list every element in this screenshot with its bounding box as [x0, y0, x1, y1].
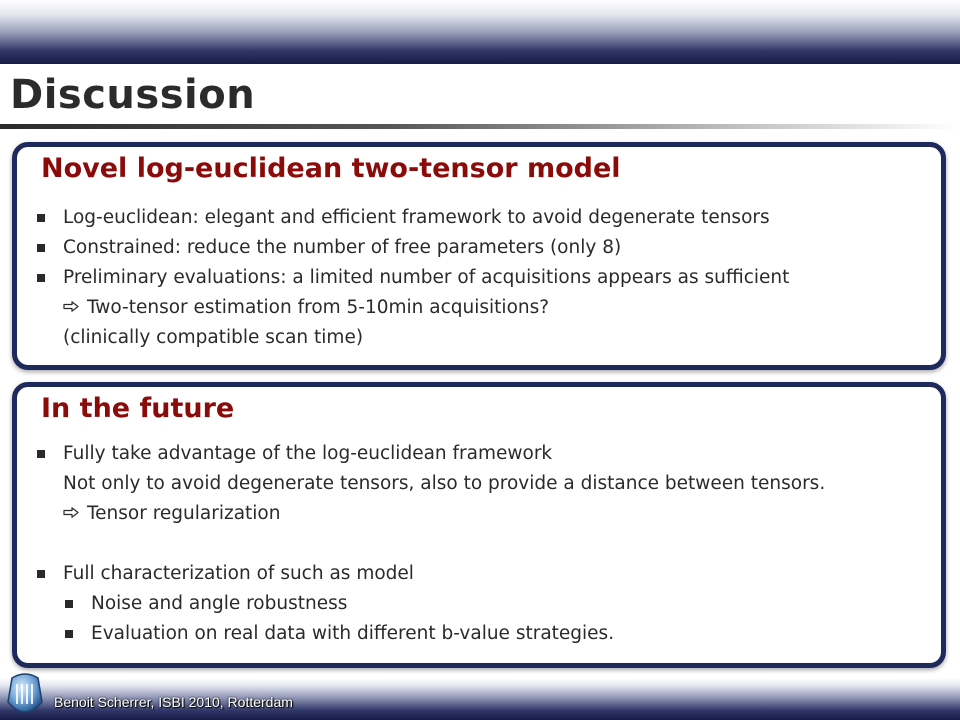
continuation-text: Not only to avoid degenerate tensors, also to provide a distance between tensors.: [63, 473, 826, 494]
sub-bullet-text: Evaluation on real data with different b-value strategies.: [91, 623, 615, 644]
right-arrow-icon: [63, 301, 79, 312]
arrow-line: [35, 293, 937, 323]
panel-heading-future: In the future: [41, 393, 235, 424]
footer-credit: Benoit Scherrer, ISBI 2010, Rotterdam: [54, 694, 293, 710]
arrow-line-text: Two-tensor estimation from 5-10min acquisitions?: [87, 297, 550, 318]
bullet-text: Log-euclidean: elegant and efficient framework to avoid degenerate tensors: [63, 207, 770, 228]
bullet-item: [35, 263, 937, 293]
isbi-logo: [4, 672, 46, 718]
bullet-item: [35, 559, 937, 589]
square-bullet-icon: [37, 450, 45, 458]
slide-title: Discussion: [10, 72, 256, 118]
square-bullet-icon: [37, 274, 45, 282]
panel-body-future: [35, 439, 937, 649]
square-bullet-icon: [37, 214, 45, 222]
bullet-text: Fully take advantage of the log-euclidean framework: [63, 443, 553, 464]
arrow-line: [35, 499, 937, 529]
panel-body-model: [35, 203, 937, 353]
sub-bullet-item: [35, 619, 937, 649]
sub-bullet-item: [35, 589, 937, 619]
square-bullet-icon: [37, 570, 45, 578]
panel-model: [12, 142, 946, 370]
arrow-line-text: Tensor regularization: [87, 503, 281, 524]
top-banner: [0, 0, 960, 64]
bullet-item: [35, 203, 937, 233]
spacer: [35, 529, 937, 559]
continuation-line: [35, 469, 937, 499]
sub-bullet-text: Noise and angle robustness: [91, 593, 348, 614]
continuation-text: (clinically compatible scan time): [63, 327, 364, 348]
title-underline: [0, 124, 960, 129]
panel-future: [12, 382, 946, 668]
right-arrow-icon: [63, 507, 79, 518]
panel-heading-model: Novel log-euclidean two-tensor model: [41, 153, 621, 184]
square-bullet-icon: [65, 630, 73, 638]
bullet-text: Full characterization of such as model: [63, 563, 414, 584]
square-bullet-icon: [37, 244, 45, 252]
bullet-item: [35, 233, 937, 263]
square-bullet-icon: [65, 600, 73, 608]
continuation-line: [35, 323, 937, 353]
bullet-text: Preliminary evaluations: a limited number of acquisitions appears as sufficient: [63, 267, 790, 288]
bullet-item: [35, 439, 937, 469]
bullet-text: Constrained: reduce the number of free parameters (only 8): [63, 237, 622, 258]
